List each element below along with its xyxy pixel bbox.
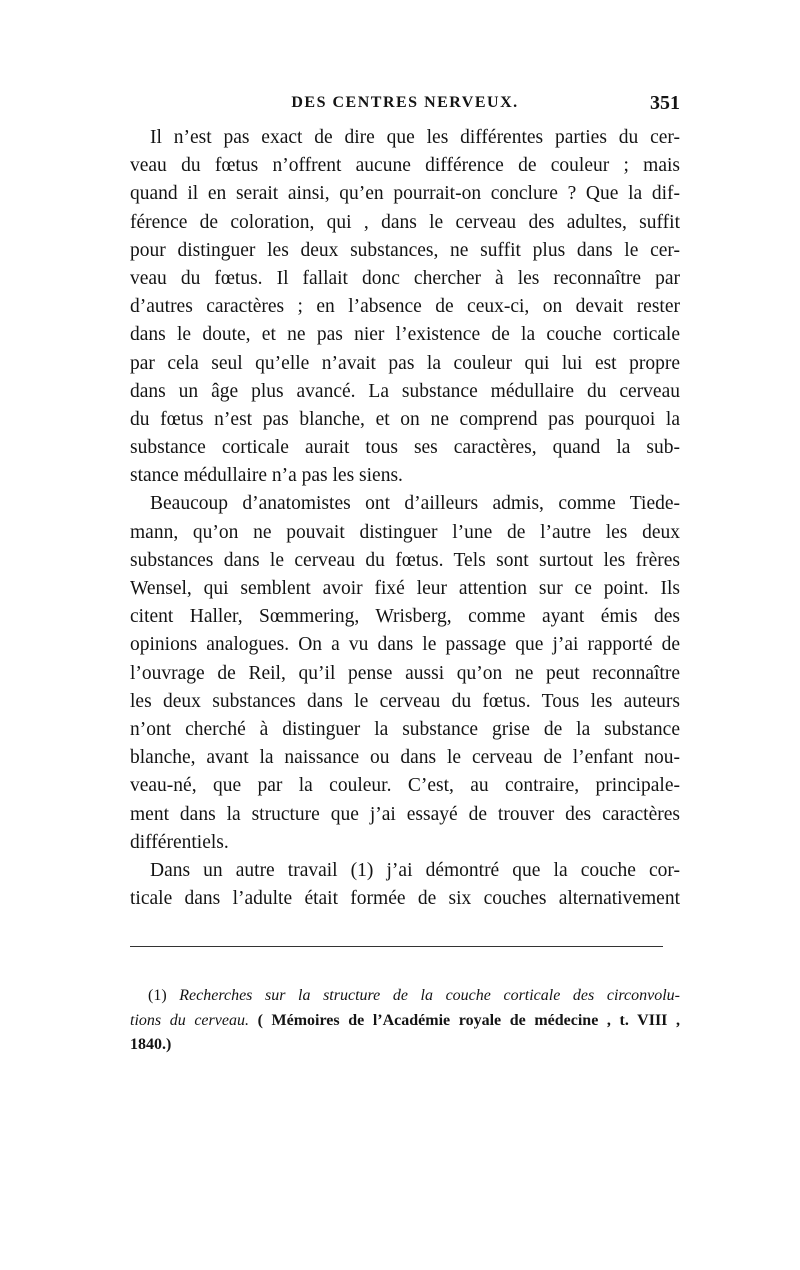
footnote-source-cont: 1840.) bbox=[130, 1036, 172, 1053]
text-line: par cela seul qu’elle n’avait pas la couleur qui lui est propre bbox=[130, 352, 680, 374]
text-line: substances dans le cerveau du fœtus. Tels sont surtout les frères bbox=[130, 549, 680, 571]
text-line: n’ont cherché à distinguer la substance grise de la substance bbox=[130, 718, 680, 740]
text-line: veau-né, que par la couleur. C’est, au contraire, principale- bbox=[130, 775, 680, 797]
footnote-line bbox=[130, 1009, 680, 1034]
text-line: ment dans la structure que j’ai essayé de trouver des caractères bbox=[130, 803, 680, 825]
body-text bbox=[130, 124, 680, 913]
text-line: du fœtus n’est pas blanche, et on ne comprend pas pourquoi la bbox=[130, 408, 680, 430]
text-line: citent Haller, Sœmmering, Wrisberg, comme ayant émis des bbox=[130, 606, 680, 628]
text-line: dans un âge plus avancé. La substance médullaire du cerveau bbox=[130, 380, 680, 402]
running-title: DES CENTRES NERVEUX. bbox=[291, 94, 519, 111]
text-line: blanche, avant la naissance ou dans le cerveau de l’enfant nou- bbox=[130, 747, 680, 769]
footnote-marker: (1) bbox=[148, 987, 167, 1004]
text-line: Il n’est pas exact de dire que les différentes parties du cer- bbox=[150, 127, 680, 148]
text-line: les deux substances dans le cerveau du fœtus. Tous les auteurs bbox=[130, 690, 680, 712]
text-line: pour distinguer les deux substances, ne suffit plus dans le cer- bbox=[130, 239, 680, 261]
text-line: stance médullaire n’a pas les siens. bbox=[130, 465, 403, 487]
footnote-rule bbox=[130, 946, 663, 947]
footnote-title-cont: tions du cerveau. bbox=[130, 1011, 249, 1029]
text-line: férence de coloration, qui , dans le cerveau des adultes, suffit bbox=[130, 211, 680, 233]
text-line: d’autres caractères ; en l’absence de ceux-ci, on devait rester bbox=[130, 296, 680, 318]
footnote-source: ( Mémoires de l’Académie royale de médecine , t. VIII , bbox=[257, 1011, 681, 1029]
footnote-line bbox=[130, 1033, 680, 1058]
text-line: ticale dans l’adulte était formée de six couches alternativement bbox=[130, 888, 680, 910]
text-line: mann, qu’on ne pouvait distinguer l’une de l’autre les deux bbox=[130, 521, 680, 543]
text-line: dans le doute, et ne pas nier l’existence de la couche corticale bbox=[130, 324, 680, 346]
text-line: Dans un autre travail (1) j’ai démontré que la couche cor- bbox=[150, 859, 680, 881]
text-line: l’ouvrage de Reil, qu’il pense aussi qu’on ne peut reconnaître bbox=[130, 662, 680, 684]
page-number: 351 bbox=[650, 92, 680, 114]
text-line: veau du fœtus. Il fallait donc chercher à les reconnaître par bbox=[130, 267, 680, 289]
text-line: substance corticale aurait tous ses caractères, quand la sub- bbox=[130, 437, 680, 459]
text-line: opinions analogues. On a vu dans le passage que j’ai rapporté de bbox=[130, 634, 680, 656]
footnote bbox=[130, 984, 680, 1058]
text-line: Wensel, qui semblent avoir fixé leur attention sur ce point. Ils bbox=[130, 578, 680, 599]
running-header bbox=[130, 90, 680, 116]
text-line: Beaucoup d’anatomistes ont d’ailleurs admis, comme Tiede- bbox=[150, 493, 680, 515]
text-line: différentiels. bbox=[130, 831, 229, 853]
footnote-title: Recherches sur la structure de la couche corticale des circonvolu- bbox=[179, 987, 681, 1004]
footnote-line bbox=[130, 984, 680, 1009]
text-line: quand il en serait ainsi, qu’en pourrait-on conclure ? Que la dif- bbox=[130, 183, 680, 205]
text-line: veau du fœtus n’offrent aucune différence de couleur ; mais bbox=[130, 155, 680, 177]
